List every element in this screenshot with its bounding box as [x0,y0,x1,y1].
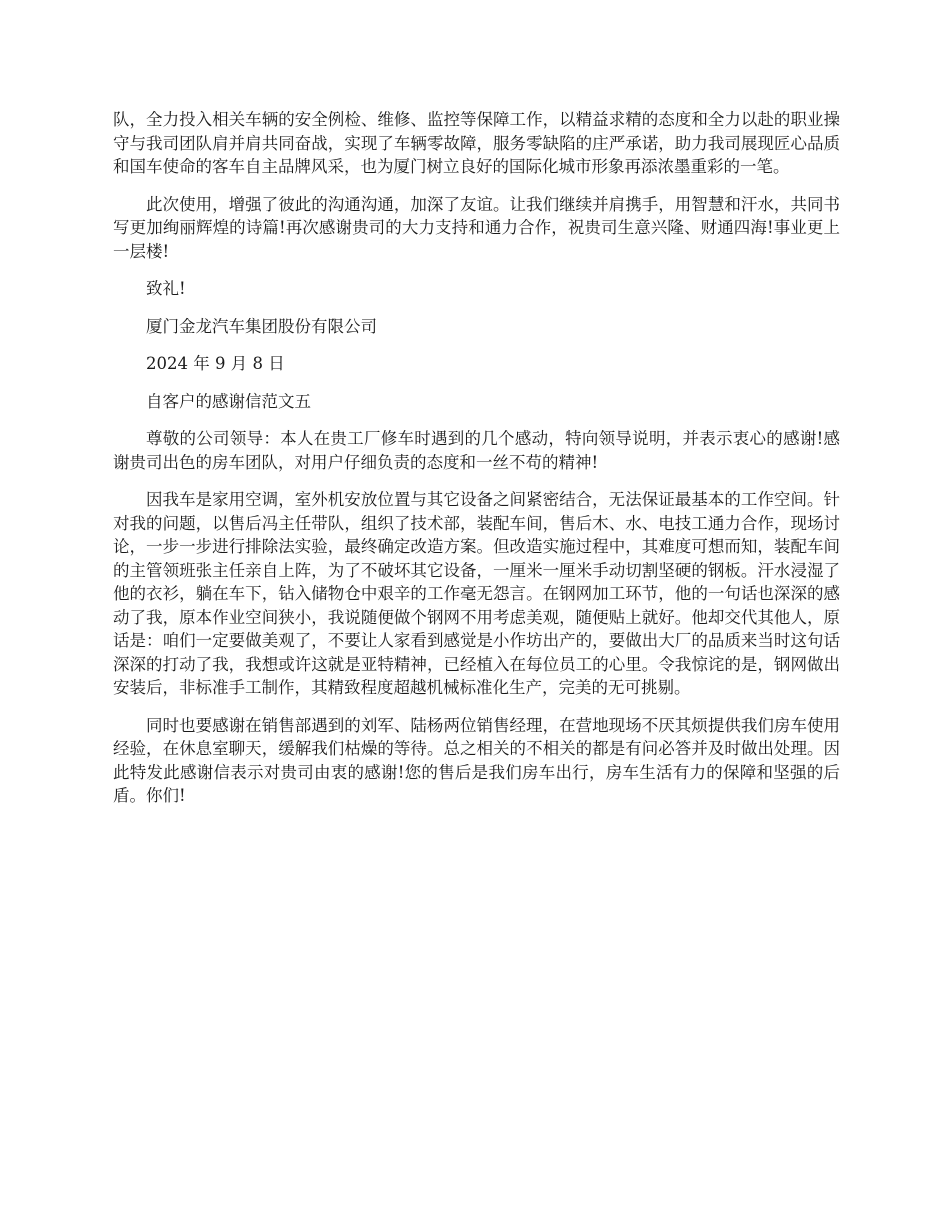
signature-company: 厦门金龙汽车集团股份有限公司 [146,316,377,336]
letter-date: 2024 年 9 月 8 日 [146,354,285,373]
paragraph-thanks-sales: 同时也要感谢在销售部遇到的刘军、陆杨两位销售经理，在营地现场不厌其烦提供我们房车使用经验，在休息室聊天，缓解我们枯燥的等待。总之相关的不相关的都是有问必答并及时做出处理。因此特发此感谢信表示对贵司由衷的感谢!您的售后是我们房车出行，房车生活有力的保障和坚强的后盾。你们! [113,715,840,805]
paragraph-story: 因我车是家用空调，室外机安放位置与其它设备之间紧密结合，无法保证最基本的工作空间。针对我的问题，以售后冯主任带队，组织了技术部，装配车间，售后木、水、电技工通力合作，现场讨论，一步一步进行排除法实验，最终确定改造方案。但改造实施过程中，其难度可想而知，装配车间的主管领班张主任亲自上阵，为了不破坏其它设备，一厘米一厘米手动切割坚硬的钢板。汗水浸湿了他的衣衫，躺在车下，钻入储物仓中艰辛的工作毫无怨言。在钢网加工环节，他的一句话也深深的感动了我，原本作业空间狭小，我说随便做个钢网不用考虑美观，随便贴上就好。他却交代其他人，原话是：咱们一定要做美观了，不要让人家看到感觉是小作坊出产的，要做出大厂的品质来当时这句话深深的打动了我，我想或许这就是亚特精神，已经植入在每位员工的心里。令我惊诧的是，钢网做出安装后，非标准手工制作，其精致程度超越机械标准化生产，完美的无可挑剔。 [113,490,840,697]
section-title: 自客户的感谢信范文五 [146,391,311,411]
paragraph-continued: 队，全力投入相关车辆的安全例检、维修、监控等保障工作，以精益求精的态度和全力以赴的职业操守与我司团队肩并肩共同奋战，实现了车辆零故障，服务零缺陷的庄严承诺，助力我司展现匠心品质和国车使命的客车自主品牌风采，也为厦门树立良好的国际化城市形象再添浓墨重彩的一笔。 [113,110,840,176]
closing-salutation: 致礼! [146,279,186,298]
paragraph-closing-wishes: 此次使用，增强了彼此的沟通沟通，加深了友谊。让我们继续并肩携手，用智慧和汗水，共同书写更加绚丽辉煌的诗篇!再次感谢贵司的大力支持和通力合作，祝贵司生意兴隆、财通四海!事业更上一层楼! [113,194,840,261]
document-body [113,108,840,822]
paragraph-greeting: 尊敬的公司领导：本人在贵工厂修车时遇到的几个感动，特向领导说明，并表示衷心的感谢!感谢贵司出色的房车团队，对用户仔细负责的态度和一丝不苟的精神! [113,429,840,472]
